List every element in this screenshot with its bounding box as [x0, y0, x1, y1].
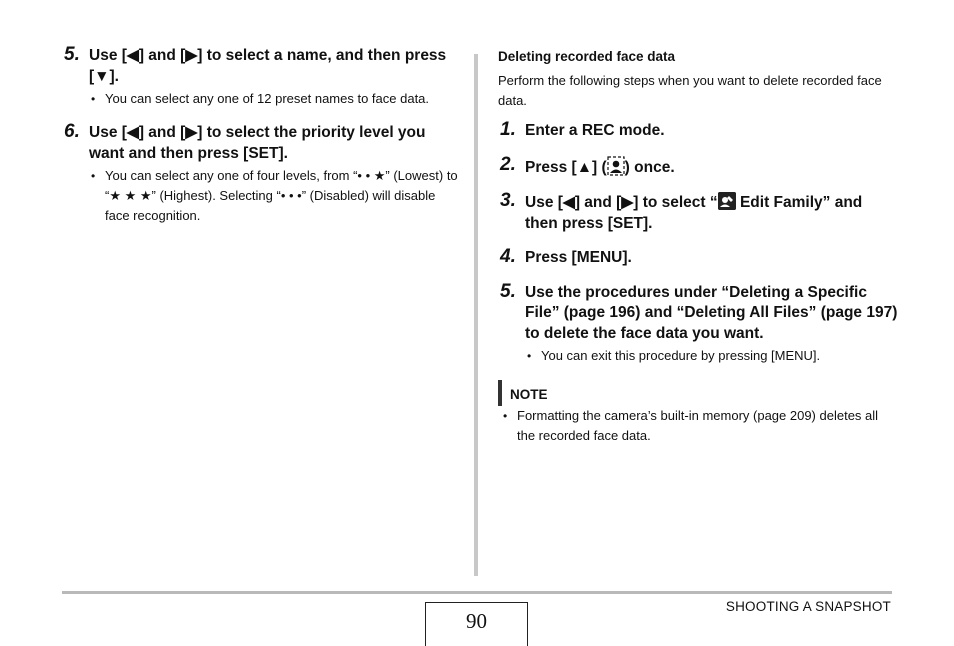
left-column — [62, 46, 462, 236]
step-number: 6. — [64, 121, 80, 142]
step-instruction — [525, 192, 898, 234]
step-text-part: Edit Family” and then press [SET]. — [525, 194, 863, 232]
step-text-part: ) once. — [624, 158, 675, 176]
step-number: 3. — [500, 190, 516, 211]
step-bullet: • You can exit this procedure by pressing [MENU]. — [525, 346, 898, 366]
step-2-right — [498, 153, 898, 179]
step-3-right — [498, 192, 898, 234]
step-number: 2. — [500, 153, 516, 175]
section-intro: Perform the following steps when you want to delete recorded face data. — [498, 73, 882, 108]
footer-rule — [62, 591, 892, 594]
right-column — [498, 46, 898, 446]
face-detection-icon — [607, 156, 625, 176]
note-bar — [498, 380, 502, 406]
step-bullet: • You can select any one of four levels, from “• • ★” (Lowest) to “★ ★ ★” (Highest). Selecting “• • •” (Disabled) will disable face recognition. — [89, 166, 462, 226]
step-number: 1. — [500, 119, 516, 140]
step-instruction: Enter a REC mode. — [525, 122, 665, 139]
page-number: 90 — [425, 602, 528, 646]
step-instruction — [525, 156, 898, 179]
step-5-right — [498, 280, 898, 367]
step-6-left — [62, 123, 462, 226]
step-instruction: Use the procedures under “Deleting a Specific File” (page 196) and “Deleting All Files” (page 197) to delete the face data you want. — [525, 283, 898, 342]
step-instruction: Press [MENU]. — [525, 249, 632, 266]
step-1-right — [498, 121, 898, 142]
step-number: 5. — [64, 44, 80, 65]
step-text-part: Use [◀] and [▶] to select “ — [525, 194, 718, 211]
step-instruction: Use [◀] and [▶] to select the priority level you want and then press [SET]. — [89, 124, 426, 162]
step-bullet: • You can select any one of 12 preset names to face data. — [89, 89, 462, 109]
note-bullet: • Formatting the camera’s built-in memory (page 209) deletes all the recorded face data. — [498, 406, 898, 446]
note-block — [498, 386, 898, 404]
section-title: Deleting recorded face data — [498, 49, 676, 64]
step-text-part: Press [▲] ( — [525, 158, 607, 176]
step-number: 5. — [500, 280, 516, 302]
step-4-right — [498, 248, 898, 269]
section-label: SHOOTING A SNAPSHOT — [725, 599, 891, 614]
step-number: 4. — [500, 246, 516, 267]
note-title: NOTE — [510, 387, 548, 402]
edit-family-icon — [718, 192, 736, 210]
step-5-left — [62, 46, 462, 109]
column-divider — [474, 54, 478, 576]
step-instruction: Use [◀] and [▶] to select a name, and then press [▼]. — [89, 47, 447, 85]
